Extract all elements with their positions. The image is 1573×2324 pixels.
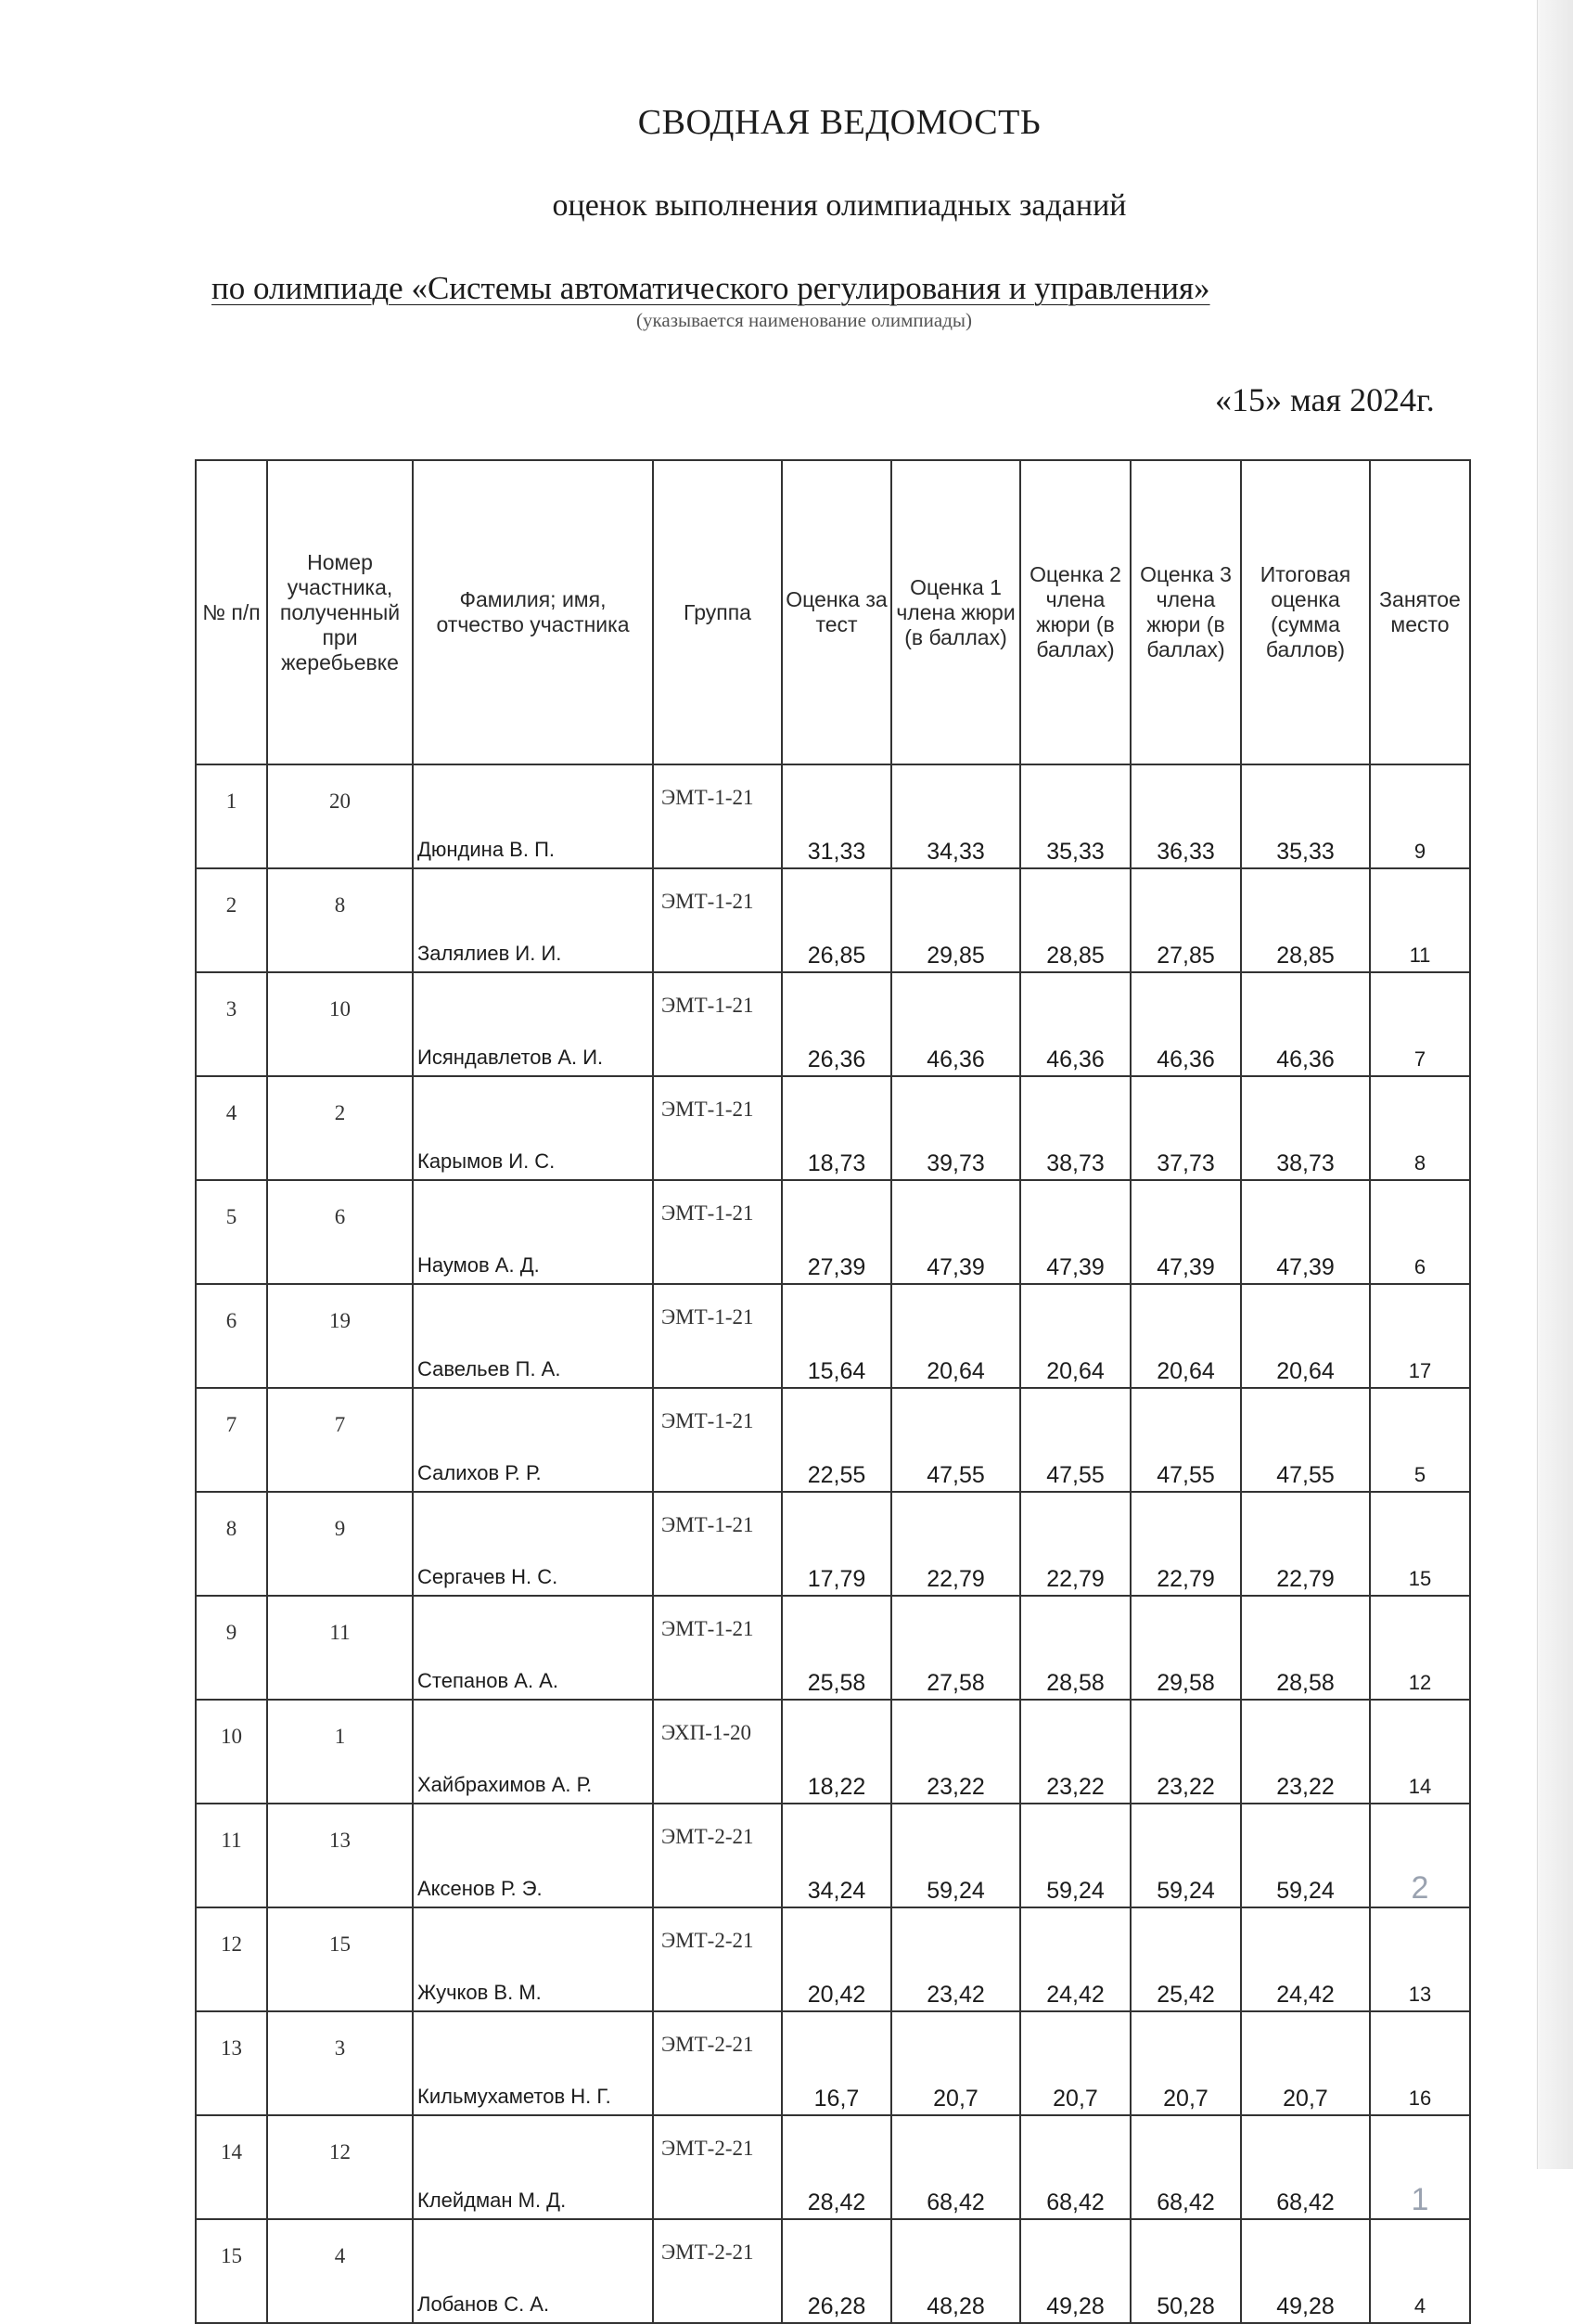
cell-jury2-score: 22,79 bbox=[1020, 1492, 1131, 1596]
cell-jury3-score: 23,22 bbox=[1131, 1700, 1241, 1804]
cell-place: 8 bbox=[1370, 1076, 1470, 1180]
cell-num: 10 bbox=[196, 1700, 267, 1804]
cell-jury1-score: 23,42 bbox=[891, 1907, 1020, 2011]
header-jury2-score: Оценка 2 члена жюри (в баллах) bbox=[1020, 460, 1131, 764]
cell-jury2-score: 38,73 bbox=[1020, 1076, 1131, 1180]
cell-group: ЭМТ-1-21 bbox=[653, 764, 782, 868]
cell-num: 9 bbox=[196, 1596, 267, 1700]
table-row bbox=[196, 1284, 1470, 1388]
cell-jury3-score: 68,42 bbox=[1131, 2115, 1241, 2219]
cell-jury3-score: 59,24 bbox=[1131, 1804, 1241, 1907]
cell-group: ЭМТ-1-21 bbox=[653, 1284, 782, 1388]
cell-name: Дюндина В. П. bbox=[413, 764, 653, 868]
document-subtitle: оценок выполнения олимпиадных заданий bbox=[552, 188, 1127, 223]
cell-jury2-score: 20,7 bbox=[1020, 2011, 1131, 2115]
cell-jury1-score: 20,64 bbox=[891, 1284, 1020, 1388]
cell-jury2-score: 59,24 bbox=[1020, 1804, 1131, 1907]
cell-total-score: 46,36 bbox=[1241, 972, 1370, 1076]
cell-jury3-score: 27,85 bbox=[1131, 868, 1241, 972]
cell-jury2-score: 47,55 bbox=[1020, 1388, 1131, 1492]
cell-name: Клейдман М. Д. bbox=[413, 2115, 653, 2219]
cell-jury1-score: 39,73 bbox=[891, 1076, 1020, 1180]
cell-jury2-score: 49,28 bbox=[1020, 2219, 1131, 2323]
table-row bbox=[196, 972, 1470, 1076]
cell-group: ЭХП-1-20 bbox=[653, 1700, 782, 1804]
cell-place: 17 bbox=[1370, 1284, 1470, 1388]
header-jury3-score: Оценка 3 члена жюри (в баллах) bbox=[1131, 460, 1241, 764]
table-row bbox=[196, 1596, 1470, 1700]
cell-num: 12 bbox=[196, 1907, 267, 2011]
cell-jury1-score: 23,22 bbox=[891, 1700, 1020, 1804]
cell-num: 7 bbox=[196, 1388, 267, 1492]
cell-jury3-score: 20,7 bbox=[1131, 2011, 1241, 2115]
cell-jury3-score: 47,55 bbox=[1131, 1388, 1241, 1492]
cell-num: 4 bbox=[196, 1076, 267, 1180]
cell-num: 13 bbox=[196, 2011, 267, 2115]
header-jury1-score: Оценка 1 члена жюри (в баллах) bbox=[891, 460, 1020, 764]
cell-draw-number: 12 bbox=[267, 2115, 413, 2219]
cell-test-score: 34,24 bbox=[782, 1804, 891, 1907]
cell-place: 4 bbox=[1370, 2219, 1470, 2323]
cell-test-score: 25,58 bbox=[782, 1596, 891, 1700]
cell-name: Степанов А. А. bbox=[413, 1596, 653, 1700]
table-row bbox=[196, 1388, 1470, 1492]
cell-total-score: 22,79 bbox=[1241, 1492, 1370, 1596]
cell-jury1-score: 48,28 bbox=[891, 2219, 1020, 2323]
document-title: СВОДНАЯ ВЕДОМОСТЬ bbox=[637, 103, 1042, 142]
cell-draw-number: 7 bbox=[267, 1388, 413, 1492]
cell-test-score: 26,36 bbox=[782, 972, 891, 1076]
cell-jury3-score: 22,79 bbox=[1131, 1492, 1241, 1596]
table-row bbox=[196, 1700, 1470, 1804]
table-row bbox=[196, 2011, 1470, 2115]
cell-draw-number: 8 bbox=[267, 868, 413, 972]
cell-jury1-score: 22,79 bbox=[891, 1492, 1020, 1596]
cell-jury1-score: 46,36 bbox=[891, 972, 1020, 1076]
table-row bbox=[196, 1076, 1470, 1180]
results-table bbox=[195, 459, 1471, 2324]
cell-test-score: 16,7 bbox=[782, 2011, 891, 2115]
cell-draw-number: 2 bbox=[267, 1076, 413, 1180]
cell-jury3-score: 37,73 bbox=[1131, 1076, 1241, 1180]
cell-group: ЭМТ-1-21 bbox=[653, 1596, 782, 1700]
cell-test-score: 28,42 bbox=[782, 2115, 891, 2219]
cell-total-score: 35,33 bbox=[1241, 764, 1370, 868]
header-place: Занятое место bbox=[1370, 460, 1470, 764]
table-row bbox=[196, 2115, 1470, 2219]
cell-jury1-score: 34,33 bbox=[891, 764, 1020, 868]
cell-total-score: 24,42 bbox=[1241, 1907, 1370, 2011]
cell-num: 15 bbox=[196, 2219, 267, 2323]
cell-test-score: 26,85 bbox=[782, 868, 891, 972]
cell-jury3-score: 47,39 bbox=[1131, 1180, 1241, 1284]
cell-name: Аксенов Р. Э. bbox=[413, 1804, 653, 1907]
cell-place: 13 bbox=[1370, 1907, 1470, 2011]
cell-group: ЭМТ-1-21 bbox=[653, 868, 782, 972]
cell-num: 11 bbox=[196, 1804, 267, 1907]
cell-draw-number: 19 bbox=[267, 1284, 413, 1388]
cell-draw-number: 20 bbox=[267, 764, 413, 868]
cell-place: 15 bbox=[1370, 1492, 1470, 1596]
cell-num: 14 bbox=[196, 2115, 267, 2219]
cell-test-score: 20,42 bbox=[782, 1907, 891, 2011]
cell-name: Жучков В. М. bbox=[413, 1907, 653, 2011]
cell-test-score: 15,64 bbox=[782, 1284, 891, 1388]
olympiad-hint: (указывается наименование олимпиады) bbox=[636, 309, 973, 331]
cell-total-score: 20,64 bbox=[1241, 1284, 1370, 1388]
cell-draw-number: 6 bbox=[267, 1180, 413, 1284]
cell-test-score: 26,28 bbox=[782, 2219, 891, 2323]
header-draw-number: Номер участника, полученный при жеребьевке bbox=[267, 460, 413, 764]
cell-total-score: 47,39 bbox=[1241, 1180, 1370, 1284]
cell-jury2-score: 28,58 bbox=[1020, 1596, 1131, 1700]
cell-name: Исяндавлетов А. И. bbox=[413, 972, 653, 1076]
cell-num: 5 bbox=[196, 1180, 267, 1284]
cell-total-score: 20,7 bbox=[1241, 2011, 1370, 2115]
cell-group: ЭМТ-2-21 bbox=[653, 2115, 782, 2219]
cell-test-score: 27,39 bbox=[782, 1180, 891, 1284]
cell-group: ЭМТ-1-21 bbox=[653, 1076, 782, 1180]
cell-jury2-score: 20,64 bbox=[1020, 1284, 1131, 1388]
cell-jury2-score: 28,85 bbox=[1020, 868, 1131, 972]
cell-total-score: 28,58 bbox=[1241, 1596, 1370, 1700]
cell-place: 16 bbox=[1370, 2011, 1470, 2115]
cell-test-score: 31,33 bbox=[782, 764, 891, 868]
cell-draw-number: 15 bbox=[267, 1907, 413, 2011]
cell-draw-number: 1 bbox=[267, 1700, 413, 1804]
cell-jury2-score: 47,39 bbox=[1020, 1180, 1131, 1284]
cell-jury2-score: 46,36 bbox=[1020, 972, 1131, 1076]
cell-total-score: 59,24 bbox=[1241, 1804, 1370, 1907]
cell-group: ЭМТ-2-21 bbox=[653, 1804, 782, 1907]
olympiad-name: по олимпиаде «Системы автоматического регулирования и управления» bbox=[211, 270, 1210, 306]
header-total-score: Итоговая оценка (сумма баллов) bbox=[1241, 460, 1370, 764]
cell-total-score: 28,85 bbox=[1241, 868, 1370, 972]
cell-place: 6 bbox=[1370, 1180, 1470, 1284]
cell-group: ЭМТ-2-21 bbox=[653, 1907, 782, 2011]
cell-group: ЭМТ-1-21 bbox=[653, 1180, 782, 1284]
cell-jury3-score: 20,64 bbox=[1131, 1284, 1241, 1388]
document-date: «15» мая 2024г. bbox=[1215, 381, 1435, 418]
table-row bbox=[196, 868, 1470, 972]
cell-test-score: 17,79 bbox=[782, 1492, 891, 1596]
cell-jury3-score: 46,36 bbox=[1131, 972, 1241, 1076]
cell-group: ЭМТ-1-21 bbox=[653, 1492, 782, 1596]
header-num: № п/п bbox=[196, 460, 267, 764]
cell-draw-number: 4 bbox=[267, 2219, 413, 2323]
cell-jury2-score: 68,42 bbox=[1020, 2115, 1131, 2219]
table-row bbox=[196, 1804, 1470, 1907]
cell-jury3-score: 29,58 bbox=[1131, 1596, 1241, 1700]
cell-num: 8 bbox=[196, 1492, 267, 1596]
cell-draw-number: 13 bbox=[267, 1804, 413, 1907]
cell-num: 1 bbox=[196, 764, 267, 868]
cell-place: 12 bbox=[1370, 1596, 1470, 1700]
cell-num: 2 bbox=[196, 868, 267, 972]
cell-jury1-score: 68,42 bbox=[891, 2115, 1020, 2219]
cell-group: ЭМТ-2-21 bbox=[653, 2219, 782, 2323]
cell-total-score: 68,42 bbox=[1241, 2115, 1370, 2219]
cell-place: 7 bbox=[1370, 972, 1470, 1076]
cell-jury2-score: 35,33 bbox=[1020, 764, 1131, 868]
cell-place: 14 bbox=[1370, 1700, 1470, 1804]
cell-jury1-score: 27,58 bbox=[891, 1596, 1020, 1700]
cell-name: Карымов И. С. bbox=[413, 1076, 653, 1180]
table-row bbox=[196, 764, 1470, 868]
header-test-score: Оценка за тест bbox=[782, 460, 891, 764]
cell-test-score: 22,55 bbox=[782, 1388, 891, 1492]
table-header-row bbox=[196, 460, 1470, 764]
cell-jury3-score: 25,42 bbox=[1131, 1907, 1241, 2011]
page-edge bbox=[1537, 0, 1573, 2169]
cell-name: Сергачев Н. С. bbox=[413, 1492, 653, 1596]
table-row bbox=[196, 2219, 1470, 2323]
table-row bbox=[196, 1180, 1470, 1284]
cell-place: 2 bbox=[1370, 1804, 1470, 1907]
cell-jury3-score: 36,33 bbox=[1131, 764, 1241, 868]
cell-jury1-score: 47,39 bbox=[891, 1180, 1020, 1284]
cell-name: Хайбрахимов А. Р. bbox=[413, 1700, 653, 1804]
cell-jury1-score: 20,7 bbox=[891, 2011, 1020, 2115]
cell-jury1-score: 47,55 bbox=[891, 1388, 1020, 1492]
cell-name: Залялиев И. И. bbox=[413, 868, 653, 972]
header-name: Фамилия; имя, отчество участника bbox=[413, 460, 653, 764]
cell-jury3-score: 50,28 bbox=[1131, 2219, 1241, 2323]
cell-jury2-score: 23,22 bbox=[1020, 1700, 1131, 1804]
cell-group: ЭМТ-2-21 bbox=[653, 2011, 782, 2115]
cell-num: 6 bbox=[196, 1284, 267, 1388]
cell-total-score: 38,73 bbox=[1241, 1076, 1370, 1180]
cell-test-score: 18,73 bbox=[782, 1076, 891, 1180]
cell-num: 3 bbox=[196, 972, 267, 1076]
cell-total-score: 47,55 bbox=[1241, 1388, 1370, 1492]
cell-draw-number: 11 bbox=[267, 1596, 413, 1700]
cell-total-score: 23,22 bbox=[1241, 1700, 1370, 1804]
cell-group: ЭМТ-1-21 bbox=[653, 1388, 782, 1492]
cell-jury1-score: 59,24 bbox=[891, 1804, 1020, 1907]
cell-draw-number: 3 bbox=[267, 2011, 413, 2115]
cell-name: Наумов А. Д. bbox=[413, 1180, 653, 1284]
cell-name: Лобанов С. А. bbox=[413, 2219, 653, 2323]
cell-name: Савельев П. А. bbox=[413, 1284, 653, 1388]
cell-place: 9 bbox=[1370, 764, 1470, 868]
cell-name: Кильмухаметов Н. Г. bbox=[413, 2011, 653, 2115]
cell-draw-number: 9 bbox=[267, 1492, 413, 1596]
cell-place: 11 bbox=[1370, 868, 1470, 972]
cell-total-score: 49,28 bbox=[1241, 2219, 1370, 2323]
cell-name: Салихов Р. Р. bbox=[413, 1388, 653, 1492]
cell-jury2-score: 24,42 bbox=[1020, 1907, 1131, 2011]
cell-place: 5 bbox=[1370, 1388, 1470, 1492]
cell-draw-number: 10 bbox=[267, 972, 413, 1076]
table-row bbox=[196, 1492, 1470, 1596]
cell-place: 1 bbox=[1370, 2115, 1470, 2219]
cell-group: ЭМТ-1-21 bbox=[653, 972, 782, 1076]
cell-test-score: 18,22 bbox=[782, 1700, 891, 1804]
header-group: Группа bbox=[653, 460, 782, 764]
table-row bbox=[196, 1907, 1470, 2011]
cell-jury1-score: 29,85 bbox=[891, 868, 1020, 972]
